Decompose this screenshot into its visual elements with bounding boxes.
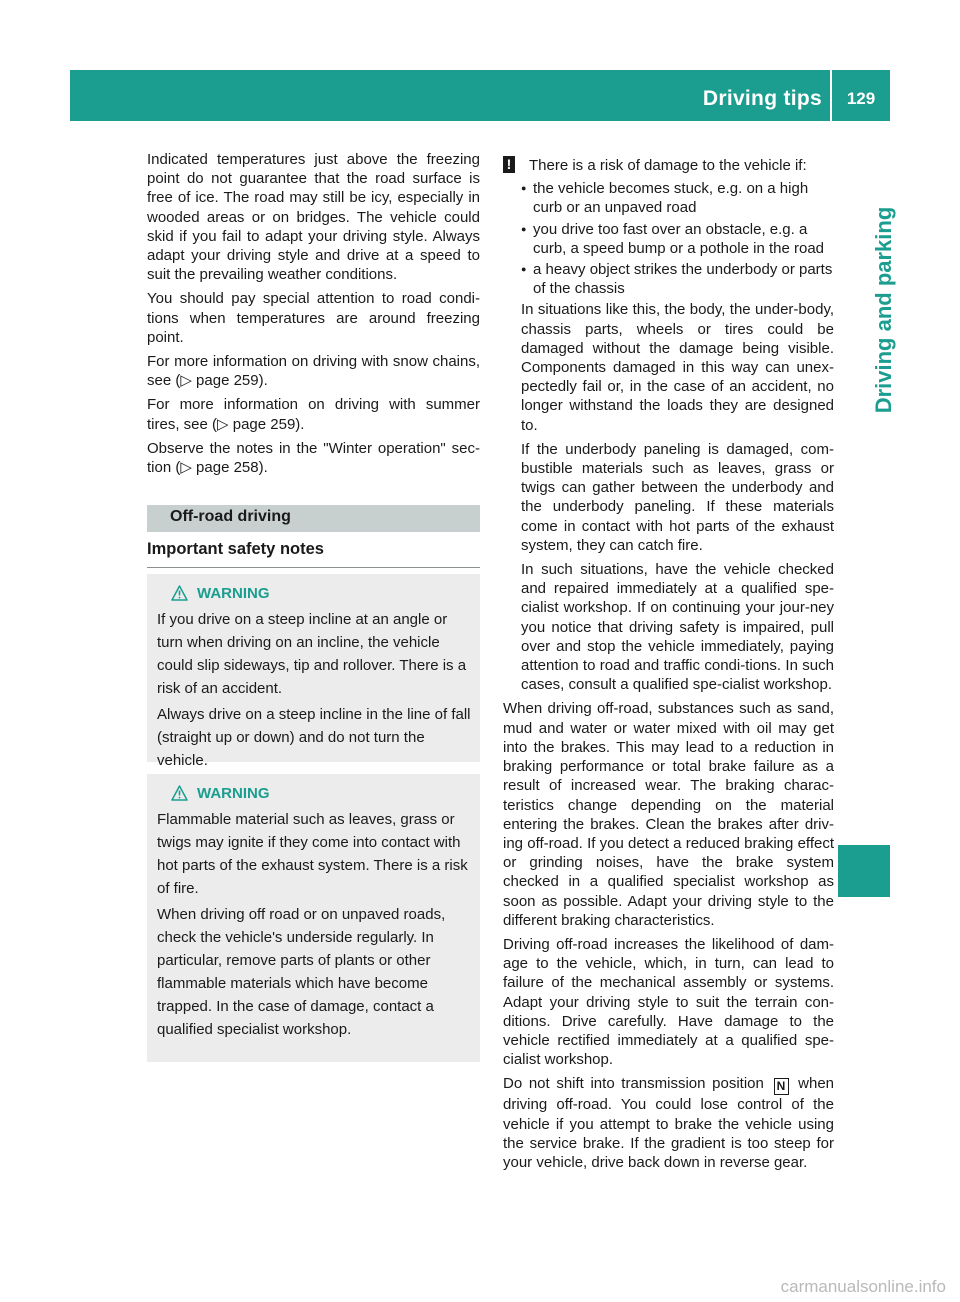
warning-triangle-icon <box>171 785 188 801</box>
paragraph <box>503 1074 834 1172</box>
warning-text: If you drive on a steep incline at an angle or turn when driving on an incline, the vehicle could slip sideways, tip and rollover. There is a risk of an accident. <box>157 611 467 697</box>
list-item: ● a heavy object strikes the underbody or parts of the chassis <box>521 260 834 298</box>
paragraph: Driving off-road increases the likelihood of dam-age to the vehicle, which, in turn, can lead to failure of the mechanical assembly or systems. Adapt your driving style to suit the terrain con-ditions. Drive carefully. Have damage to the vehicle rectified immediately at a qualified spe-cialist workshop. <box>503 935 834 1069</box>
paragraph: Indicated temperatures just above the freezing point do not guarantee that the road surface is free of ice. The road may still be icy, especially in wooded areas or on bridges. The vehicle could skid if you fail to adapt your driving style. Always adapt your driving style and drive at a speed to suit the prevailing weather conditions. <box>147 151 480 284</box>
damage-risk-list <box>521 179 834 298</box>
exclamation-icon: ! <box>503 156 515 173</box>
chapter-title: Driving tips <box>702 87 822 110</box>
notice-paragraph: In such situations, have the vehicle checked and repaired immediately at a qualified spe-cialist workshop. If on continuing your jour-ney you notice that driving safety is impaired, pull over and stop the vehicle immediately, paying attention to road and traffic condi-tions. In such cases, consult a qualified spe-cialist workshop. <box>521 561 834 694</box>
warning-box <box>147 574 480 769</box>
header-bar <box>70 70 890 121</box>
warning-text: When driving off road or on unpaved roads, check the vehicle's underside regularly. In particular, remove parts of plants or other flammable materials which have become trapped. In the case of damage, contact a qualified specialist workshop. <box>157 906 446 1038</box>
side-tab-marker <box>838 845 890 897</box>
warning-header <box>157 582 472 604</box>
notice-intro: There is a risk of damage to the vehicle if: <box>529 157 807 174</box>
page-number: 129 <box>846 89 876 108</box>
paragraph-link-winter-operation[interactable]: Observe the notes in the "Winter operation" sec-tion (▷ page 258). <box>147 439 480 477</box>
warning-header <box>157 782 472 804</box>
paragraph-text: Do not shift into transmission position <box>503 1075 771 1093</box>
right-column <box>503 156 834 1177</box>
subheading: Important safety notes <box>147 540 480 568</box>
paragraph: When driving off-road, substances such as sand, mud and water or water mixed with oil may get into the brakes. This may lead to a reduction in braking performance or total brake failure as a result of increased wear. The braking charac-teristics change depending on the material entering the brakes. Clean the brakes after driv-ing off-road. If you detect a reduced braking effect or grinding noises, have the brake system checked in a qualified specialist workshop as soon as possible. Adapt your driving style to the different braking characteristics. <box>503 700 834 929</box>
warning-text: Always drive on a steep incline in the line of fall (straight up or down) and do not turn the vehicle. <box>157 706 471 769</box>
paragraph-link-summer-tires[interactable]: For more information on driving with summer tires, see (▷ page 259). <box>147 396 480 433</box>
paragraph-text: when driving off-road. You could lose control of the vehicle if you attempt to brake the vehicle using the service brake. If the gradient is too steep for your vehicle, drive back down in reverse gear. <box>503 1075 835 1171</box>
list-item: ● you drive too fast over an obstacle, e.g. a curb, a speed bump or a pothole in the road <box>521 220 834 258</box>
section-heading-band <box>147 505 480 532</box>
side-tab-label: Driving and parking <box>871 206 896 414</box>
section-title: Off-road driving <box>170 508 291 525</box>
warning-label: WARNING <box>197 784 270 802</box>
paragraph: You should pay special attention to road condi-tions when temperatures are around freezing point. <box>147 290 480 346</box>
watermark: carmanualsonline.info <box>780 1277 946 1296</box>
list-item: ● the vehicle becomes stuck, e.g. on a high curb or an unpaved road <box>521 179 834 217</box>
left-column <box>147 150 480 482</box>
paragraph-link-snow-chains[interactable]: For more information on driving with snow chains, see (▷ page 259). <box>147 353 480 390</box>
warning-box <box>147 774 480 1062</box>
transmission-n-icon: N <box>774 1078 789 1095</box>
notice-paragraph: If the underbody paneling is damaged, com-bustible materials such as leaves, grass or twigs can gather between the underbody and the underbody paneling. If these materials come in contact with hot parts of the exhaust system, they can catch fire. <box>521 440 834 554</box>
warning-triangle-icon <box>171 585 188 601</box>
warning-label: WARNING <box>197 584 270 602</box>
notice-paragraph: In situations like this, the body, the under-body, chassis parts, wheels or tires could be damaged without the damage being visible. Components damaged in this way can unex-pectedly fail or, in the case of an accident, no longer withstand the loads they are designed to. <box>521 301 834 434</box>
notice-header <box>503 156 834 175</box>
warning-text: Flammable material such as leaves, grass or twigs may ignite if they come into contact with hot parts of the exhaust system. There is a risk of fire. <box>157 811 468 897</box>
